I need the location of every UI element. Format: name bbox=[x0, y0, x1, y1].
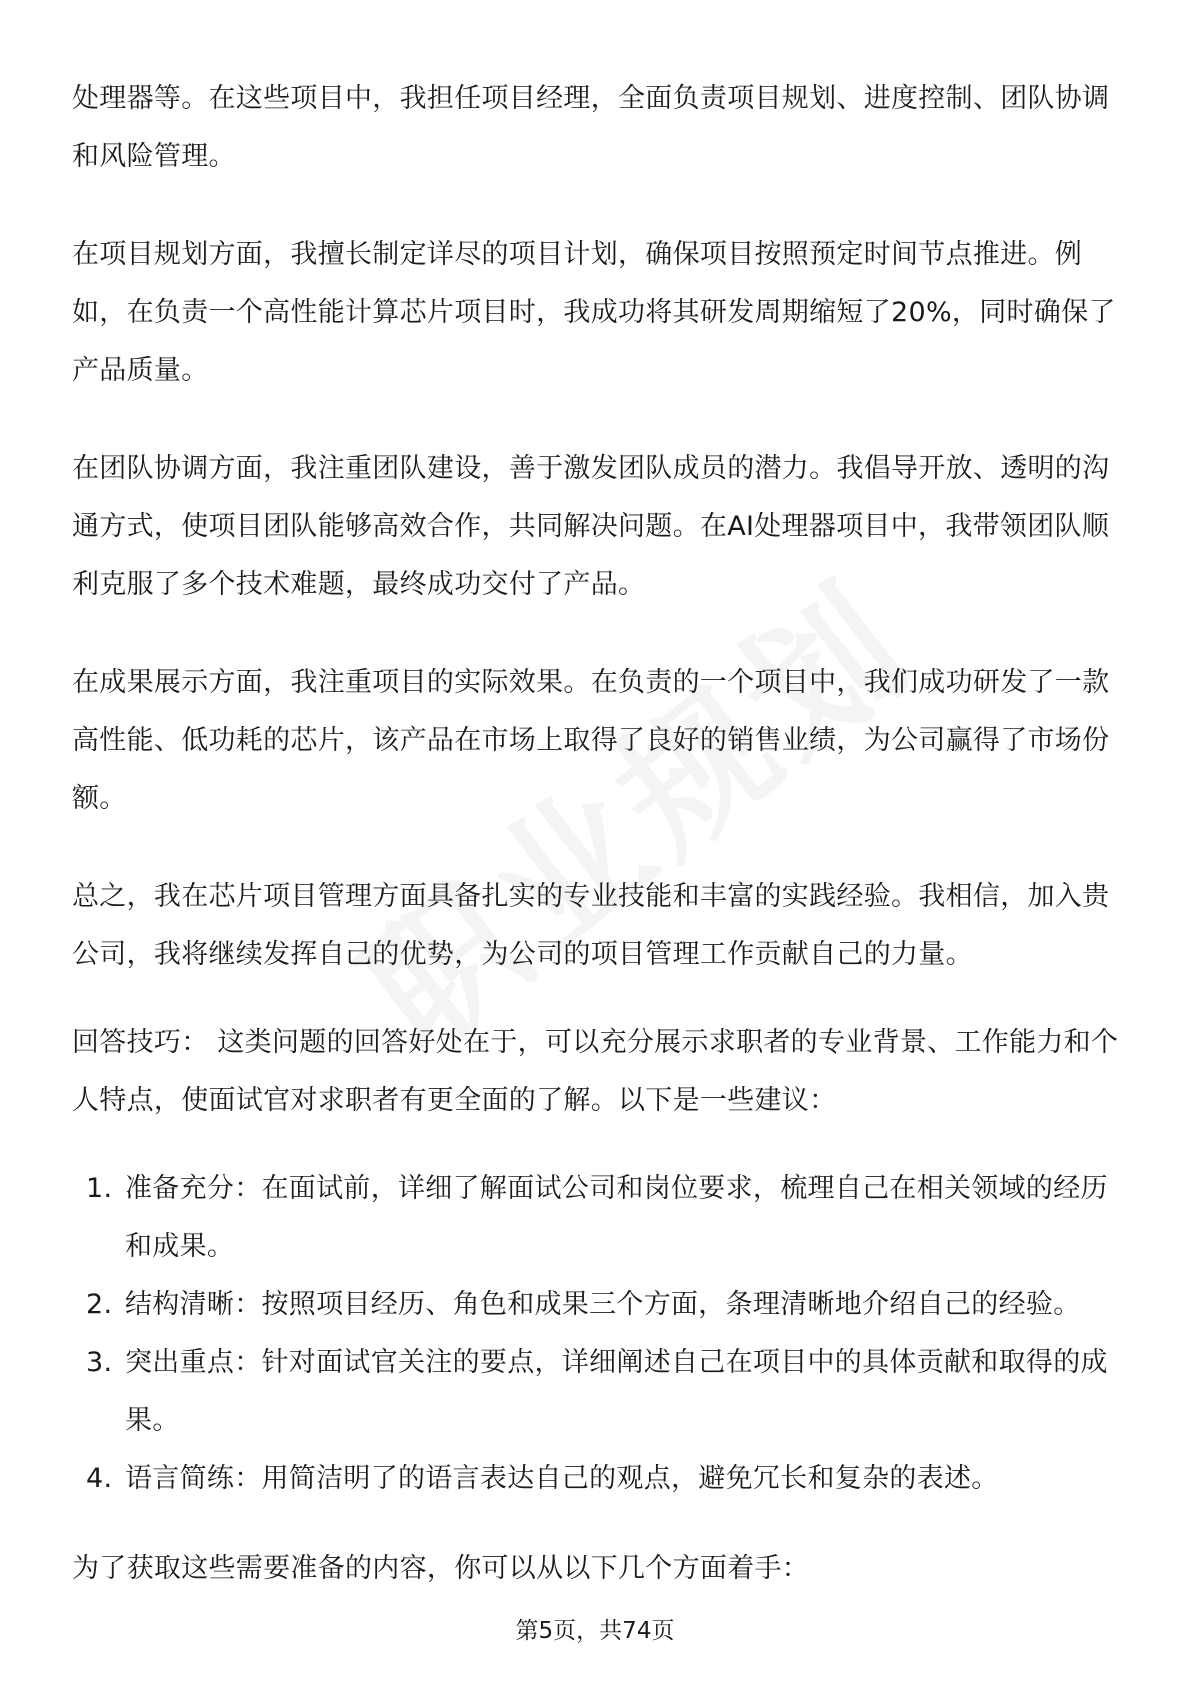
list-number: 1. bbox=[86, 1173, 113, 1204]
list-number: 3. bbox=[86, 1347, 113, 1378]
list-item bbox=[72, 1160, 1122, 1276]
document-body bbox=[72, 70, 1122, 1638]
list-item bbox=[72, 1450, 1122, 1508]
tips-list bbox=[72, 1160, 1122, 1508]
page-number: 第5页，共74页 bbox=[515, 1618, 675, 1644]
paragraph-project-roles: 处理器等。在这些项目中，我担任项目经理，全面负责项目规划、进度控制、团队协调和风险管理。 bbox=[72, 83, 1110, 172]
list-number: 4. bbox=[86, 1463, 113, 1494]
list-text: 结构清晰：按照项目经历、角色和成果三个方面，条理清晰地介绍自己的经验。 bbox=[125, 1289, 1081, 1320]
list-item bbox=[72, 1334, 1122, 1450]
paragraph-answer-tips: 回答技巧： 这类问题的回答好处在于，可以充分展示求职者的专业背景、工作能力和个人特点，使面试官对求职者有更全面的了解。以下是一些建议： bbox=[72, 1027, 1119, 1116]
paragraph-summary: 总之，我在芯片项目管理方面具备扎实的专业技能和丰富的实践经验。我相信，加入贵公司，我将继续发挥自己的优势，为公司的项目管理工作贡献自己的力量。 bbox=[72, 881, 1110, 970]
paragraph-results: 在成果展示方面，我注重项目的实际效果。在负责的一个项目中，我们成功研发了一款高性能、低功耗的芯片，该产品在市场上取得了良好的销售业绩，为公司赢得了市场份额。 bbox=[72, 667, 1110, 814]
list-text: 语言简练：用简洁明了的语言表达自己的观点，避免冗长和复杂的表述。 bbox=[125, 1463, 999, 1494]
paragraph-planning: 在项目规划方面，我擅长制定详尽的项目计划，确保项目按照预定时间节点推进。例如，在负责一个高性能计算芯片项目时，我成功将其研发周期缩短了20%，同时确保了产品质量。 bbox=[72, 239, 1116, 386]
list-text: 准备充分：在面试前，详细了解面试公司和岗位要求，梳理自己在相关领域的经历和成果。 bbox=[125, 1173, 1108, 1262]
list-text: 突出重点：针对面试官关注的要点，详细阐述自己在项目中的具体贡献和取得的成果。 bbox=[125, 1347, 1108, 1436]
list-number: 2. bbox=[86, 1289, 113, 1320]
paragraph-closing: 为了获取这些需要准备的内容，你可以从以下几个方面着手： bbox=[72, 1553, 810, 1584]
paragraph-team: 在团队协调方面，我注重团队建设，善于激发团队成员的潜力。我倡导开放、透明的沟通方式，使项目团队能够高效合作，共同解决问题。在AI处理器项目中，我带领团队顺利克服了多个技术难题，最终成功交付了产品。 bbox=[72, 453, 1110, 600]
list-item bbox=[72, 1276, 1122, 1334]
